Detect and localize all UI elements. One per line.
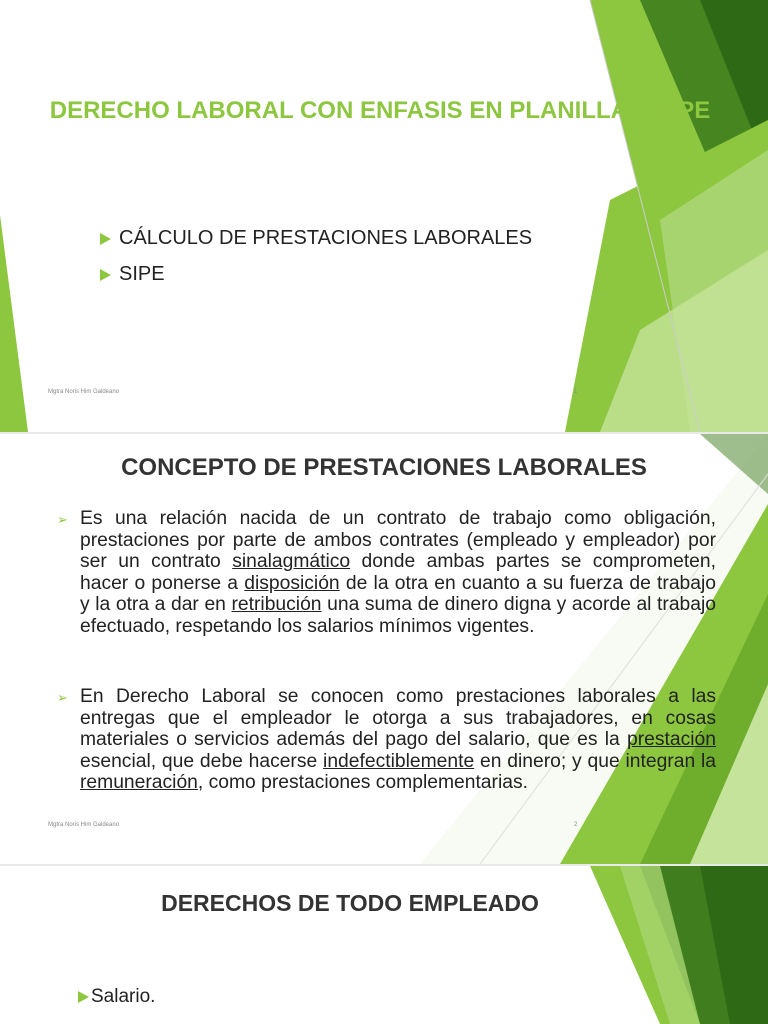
footer-author: Mgtra Noris Him Galdeano <box>48 389 120 395</box>
paragraph-2: En Derecho Laboral se conocen como prestaciones laborales a las entregas que el empleador le otorga a sus trabajadores, en cosas materiales o servicios además del pago del salario, que es la prestación esencial, que debe hacerse indefectiblemente en dinero; y que integran la remuneración, como prestaciones complementarias. <box>80 686 717 793</box>
paragraph-1: Es una relación nacida de un contrato de trabajo como obligación, prestaciones por parte de ambos contrates (empleado y empleador) por ser un contrato sinalagmático donde ambas partes se comprometen, hacer o ponerse a disposición de la otra en cuanto a su fuerza de trabajo y la otra a dar en retribución una suma de dinero digna y acorde al trabajo efectuado, respetando los salarios mínimos vigentes. <box>80 508 716 637</box>
triangle-bullet-icon <box>100 269 111 281</box>
bullet-item: CÁLCULO DE PRESTACIONES LABORALES <box>100 227 532 250</box>
slide-title: DERECHO LABORAL CON ENFASIS EN PLANILLA Y SIPE <box>49 97 711 124</box>
slide-1 <box>0 0 768 432</box>
footer-author: Mgtra Noris Him Galdeano <box>48 822 120 828</box>
bullet-item: Salario. <box>78 986 155 1008</box>
slide-title: CONCEPTO DE PRESTACIONES LABORALES <box>121 454 647 481</box>
slide-title: DERECHOS DE TODO EMPLEADO <box>161 890 539 916</box>
slide-decoration <box>0 0 768 432</box>
arrow-bullet-icon: ➢ <box>57 512 68 527</box>
triangle-bullet-icon <box>78 991 89 1003</box>
slide-3 <box>0 866 768 1024</box>
slide-2 <box>0 434 768 864</box>
page-number: 2 <box>574 822 578 828</box>
bullet-item: SIPE <box>100 263 165 286</box>
page-number: 1 <box>574 389 578 395</box>
arrow-bullet-icon: ➢ <box>57 690 68 705</box>
triangle-bullet-icon <box>100 233 111 245</box>
slide-decoration <box>0 434 768 864</box>
